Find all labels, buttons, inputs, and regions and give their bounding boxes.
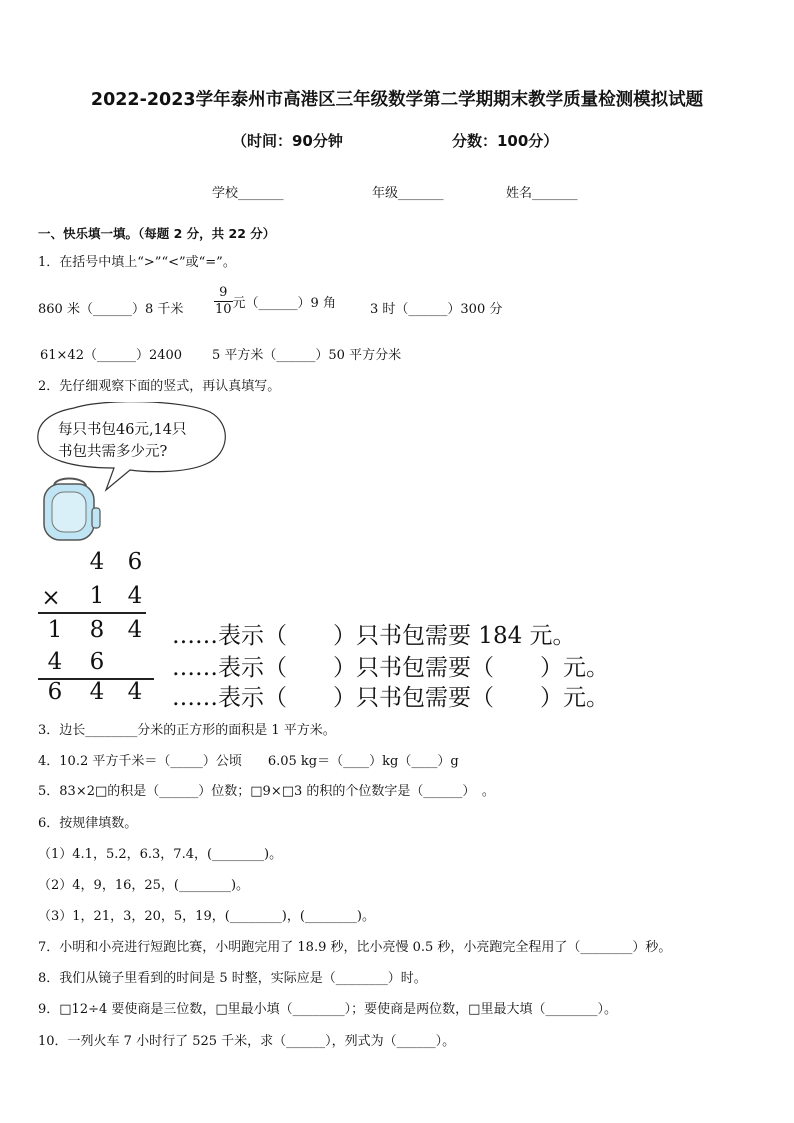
row4-digit: 4 bbox=[47, 649, 63, 675]
question-10: 10．一列火车 7 小时行了 525 千米，求（______），列式为（______）。 bbox=[38, 1034, 456, 1049]
question-5: 5．83×2□的积是（______）位数；□9×□3 的积的个位数字是（______） 。 bbox=[38, 784, 495, 799]
question-7: 7．小明和小亮进行短跑比赛，小明跑完用了 18.9 秒，比小亮慢 0.5 秒，小亮跑完全程用了（________）秒。 bbox=[38, 940, 672, 955]
row3-digit: 4 bbox=[127, 617, 143, 643]
calc-note-3: ……表示（ ）只书包需要（ ）元。 bbox=[172, 685, 609, 711]
question-6-sub-2: （2）4，9，16，25，(________)。 bbox=[38, 878, 250, 893]
question-1-prompt: 1．在括号中填上“>”“<”或“=”。 bbox=[38, 255, 236, 270]
bubble-text-line2: 书包共需多少元? bbox=[58, 444, 168, 460]
question-1-item-a: 860 米（______）8 千米 bbox=[38, 302, 184, 317]
calc-note-1: ……表示（ ）只书包需要 184 元。 bbox=[172, 623, 576, 649]
row2-digit: 4 bbox=[127, 583, 143, 609]
section-heading: 一、快乐填一填。（每题 2 分，共 22 分） bbox=[38, 226, 276, 241]
exam-score: 分数：100分） bbox=[452, 132, 559, 150]
question-1-item-b bbox=[214, 285, 336, 318]
question-1-item-c: 3 时（______）300 分 bbox=[370, 302, 503, 317]
backpack-icon bbox=[38, 472, 104, 544]
row5-digit: 6 bbox=[47, 679, 63, 705]
row5-digit: 4 bbox=[89, 679, 105, 705]
row1-digit: 4 bbox=[89, 549, 105, 575]
question-3: 3．边长________分米的正方形的面积是 1 平方米。 bbox=[38, 723, 336, 738]
row2-digit: 1 bbox=[89, 583, 105, 609]
question-8: 8．我们从镜子里看到的时间是 5 时整，实际应是（________）时。 bbox=[38, 971, 427, 986]
question-2-prompt: 2．先仔细观察下面的竖式，再认真填写。 bbox=[38, 379, 281, 394]
row1-digit: 6 bbox=[127, 549, 143, 575]
question-1-item-e: 5 平方米（______）50 平方分米 bbox=[212, 348, 402, 363]
fraction-numerator: 9 bbox=[214, 285, 233, 302]
question-4: 4．10.2 平方千米＝（_____）公顷 6.05 kg＝（____）kg（____）g bbox=[38, 754, 459, 769]
question-6-sub-3: （3）1，21，3，20，5，19，(________)，(________)。 bbox=[38, 909, 375, 924]
multiply-sign: × bbox=[41, 585, 61, 611]
calc-divider bbox=[38, 612, 146, 614]
exam-time: （时间：90分钟 bbox=[232, 132, 343, 150]
question-6-sub-1: （1）4.1，5.2，6.3，7.4，(________)。 bbox=[38, 847, 283, 862]
school-field: 学校_______ bbox=[212, 186, 284, 201]
row3-digit: 8 bbox=[89, 617, 105, 643]
question-1-item-d: 61×42（______）2400 bbox=[40, 348, 183, 363]
row4-digit: 6 bbox=[89, 649, 105, 675]
fraction bbox=[214, 285, 233, 318]
name-field: 姓名_______ bbox=[506, 186, 578, 201]
row3-digit: 1 bbox=[47, 617, 63, 643]
grade-field: 年级_______ bbox=[372, 186, 444, 201]
page-title: 2022-2023学年泰州市高港区三年级数学第二学期期末教学质量检测模拟试题 bbox=[90, 90, 704, 110]
question-9: 9．□12÷4 要使商是三位数，□里最小填（________）；要使商是两位数，□里最大填（________）。 bbox=[38, 1002, 617, 1017]
question-1-item-b-text: 元（______）9 角 bbox=[232, 296, 336, 311]
row5-digit: 4 bbox=[127, 679, 143, 705]
question-6-prompt: 6．按规律填数。 bbox=[38, 816, 138, 831]
calc-note-2: ……表示（ ）只书包需要（ ）元。 bbox=[172, 655, 609, 681]
bubble-text-line1: 每只书包46元,14只 bbox=[58, 422, 187, 438]
fraction-denominator: 10 bbox=[215, 302, 232, 317]
